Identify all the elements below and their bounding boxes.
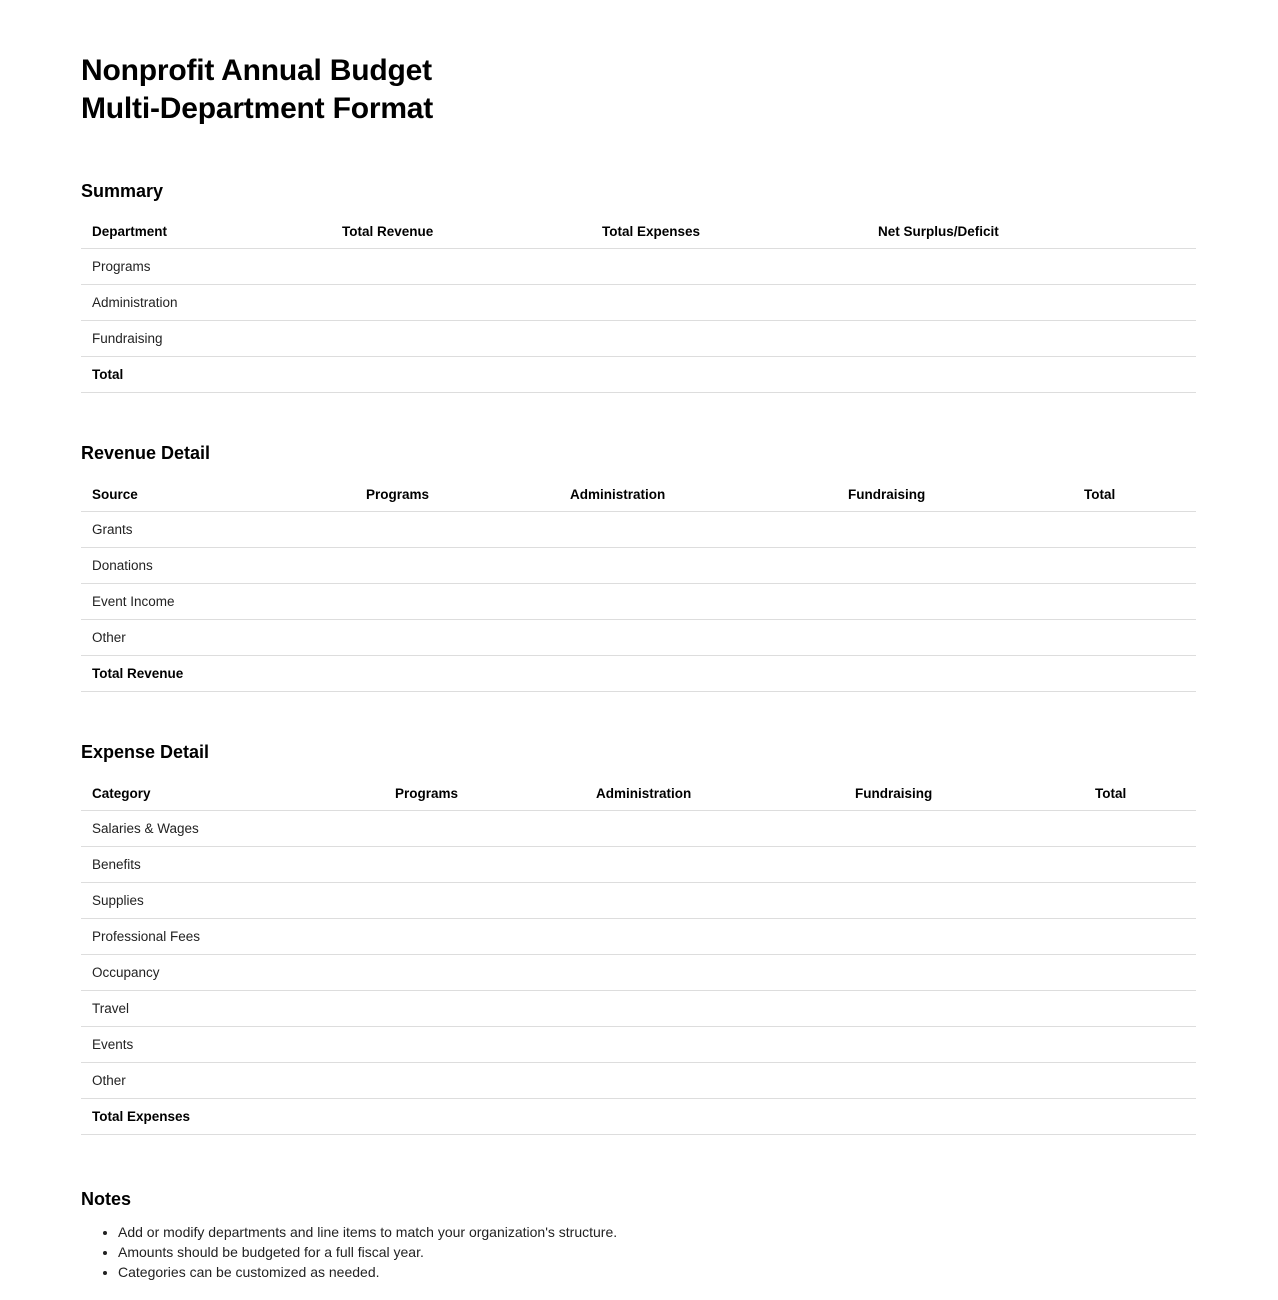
expense-detail-table — [81, 777, 1196, 1135]
cell-value[interactable] — [384, 1026, 585, 1062]
cell-value[interactable] — [867, 249, 1196, 285]
cell-value[interactable] — [844, 846, 1084, 882]
cell-value[interactable] — [384, 990, 585, 1026]
row-label: Total Revenue — [81, 655, 355, 691]
column-header-administration: Administration — [559, 478, 837, 512]
cell-value[interactable] — [384, 810, 585, 846]
column-header-fundraising: Fundraising — [844, 777, 1084, 811]
summary-heading: Summary — [81, 180, 164, 201]
cell-value[interactable] — [867, 357, 1196, 393]
cell-value[interactable] — [355, 619, 559, 655]
cell-value[interactable] — [559, 547, 837, 583]
row-label: Total — [81, 357, 331, 393]
cell-value[interactable] — [559, 619, 837, 655]
row-label: Salaries & Wages — [81, 810, 384, 846]
cell-value[interactable] — [384, 846, 585, 882]
summary-table-head — [81, 215, 1196, 249]
cell-value[interactable] — [585, 810, 844, 846]
column-header-net-surplus: Net Surplus/Deficit — [867, 215, 1196, 249]
table-row — [81, 547, 1196, 583]
column-header-source: Source — [81, 478, 355, 512]
cell-value[interactable] — [1073, 655, 1196, 691]
table-row — [81, 954, 1196, 990]
cell-value[interactable] — [1084, 918, 1196, 954]
notes-list — [81, 1223, 1196, 1283]
row-label: Fundraising — [81, 321, 331, 357]
table-row — [81, 882, 1196, 918]
cell-value[interactable] — [844, 1026, 1084, 1062]
cell-value[interactable] — [585, 954, 844, 990]
cell-value[interactable] — [837, 655, 1073, 691]
cell-value[interactable] — [591, 249, 867, 285]
expense-detail-heading: Expense Detail — [81, 741, 210, 762]
cell-value[interactable] — [1084, 882, 1196, 918]
row-label: Programs — [81, 249, 331, 285]
cell-value[interactable] — [355, 655, 559, 691]
column-header-total-expenses: Total Expenses — [591, 215, 867, 249]
table-header-row — [81, 478, 1196, 512]
cell-value[interactable] — [355, 547, 559, 583]
row-label: Benefits — [81, 846, 384, 882]
revenue-detail-table — [81, 478, 1196, 692]
cell-value[interactable] — [585, 990, 844, 1026]
cell-value[interactable] — [1073, 511, 1196, 547]
revenue-table-body — [81, 511, 1196, 691]
cell-value[interactable] — [591, 321, 867, 357]
table-row — [81, 511, 1196, 547]
row-label: Professional Fees — [81, 918, 384, 954]
page-title — [81, 44, 1196, 129]
column-header-total: Total — [1073, 478, 1196, 512]
cell-value[interactable] — [844, 954, 1084, 990]
revenue-detail-section — [81, 443, 1196, 692]
cell-value[interactable] — [837, 511, 1073, 547]
cell-value[interactable] — [1073, 583, 1196, 619]
row-label: Supplies — [81, 882, 384, 918]
notes-section — [81, 1189, 1196, 1283]
cell-value[interactable] — [837, 619, 1073, 655]
table-row — [81, 1062, 1196, 1098]
table-row — [81, 321, 1196, 357]
cell-value[interactable] — [331, 321, 591, 357]
summary-table-body — [81, 249, 1196, 393]
column-header-total: Total — [1084, 777, 1196, 811]
expense-table-head — [81, 777, 1196, 811]
page-title-line-1: Nonprofit Annual Budget — [81, 54, 432, 87]
row-label: Grants — [81, 511, 355, 547]
cell-value[interactable] — [1084, 846, 1196, 882]
cell-value[interactable] — [585, 1026, 844, 1062]
table-row — [81, 583, 1196, 619]
row-label: Travel — [81, 990, 384, 1026]
list-item: • Add or modify departments and line items to match your organization's structure. — [118, 1223, 1196, 1243]
cell-value[interactable] — [1073, 619, 1196, 655]
cell-value[interactable] — [355, 583, 559, 619]
row-label: Administration — [81, 285, 331, 321]
cell-value[interactable] — [384, 1062, 585, 1098]
expense-detail-section — [81, 742, 1196, 1135]
cell-value[interactable] — [844, 810, 1084, 846]
cell-value[interactable] — [559, 655, 837, 691]
cell-value[interactable] — [585, 918, 844, 954]
cell-value[interactable] — [837, 547, 1073, 583]
row-label: Other — [81, 1062, 384, 1098]
cell-value[interactable] — [867, 321, 1196, 357]
table-row-total — [81, 357, 1196, 393]
cell-value[interactable] — [355, 511, 559, 547]
cell-value[interactable] — [844, 990, 1084, 1026]
column-header-department: Department — [81, 215, 331, 249]
cell-value[interactable] — [331, 285, 591, 321]
cell-value[interactable] — [585, 882, 844, 918]
cell-value[interactable] — [585, 1062, 844, 1098]
page-title-line-2: Multi-Department Format — [81, 92, 434, 126]
revenue-table-head — [81, 478, 1196, 512]
cell-value[interactable] — [1084, 810, 1196, 846]
column-header-programs: Programs — [355, 478, 559, 512]
table-row — [81, 990, 1196, 1026]
column-header-category: Category — [81, 777, 384, 811]
cell-value[interactable] — [331, 249, 591, 285]
cell-value[interactable] — [1084, 1098, 1196, 1134]
row-label: Occupancy — [81, 954, 384, 990]
cell-value[interactable] — [585, 1098, 844, 1134]
list-item: • Amounts should be budgeted for a full fiscal year. — [118, 1243, 1196, 1263]
cell-value[interactable] — [559, 583, 837, 619]
table-row-total — [81, 1098, 1196, 1134]
table-row — [81, 918, 1196, 954]
cell-value[interactable] — [591, 285, 867, 321]
revenue-detail-heading: Revenue Detail — [81, 443, 211, 464]
table-row — [81, 1026, 1196, 1062]
cell-value[interactable] — [331, 357, 591, 393]
column-header-programs: Programs — [384, 777, 585, 811]
cell-value[interactable] — [1084, 954, 1196, 990]
cell-value[interactable] — [1084, 1062, 1196, 1098]
cell-value[interactable] — [844, 1062, 1084, 1098]
table-row-total — [81, 655, 1196, 691]
column-header-fundraising: Fundraising — [837, 478, 1073, 512]
row-label: Other — [81, 619, 355, 655]
list-item: • Categories can be customized as needed. — [118, 1263, 1196, 1283]
cell-value[interactable] — [844, 1098, 1084, 1134]
cell-value[interactable] — [585, 846, 844, 882]
table-row — [81, 810, 1196, 846]
cell-value[interactable] — [384, 882, 585, 918]
table-header-row — [81, 777, 1196, 811]
column-header-administration: Administration — [585, 777, 844, 811]
row-label: Total Expenses — [81, 1098, 384, 1134]
cell-value[interactable] — [844, 918, 1084, 954]
cell-value[interactable] — [867, 285, 1196, 321]
cell-value[interactable] — [1084, 990, 1196, 1026]
table-row — [81, 285, 1196, 321]
cell-value[interactable] — [559, 511, 837, 547]
row-label: Events — [81, 1026, 384, 1062]
cell-value[interactable] — [384, 1098, 585, 1134]
table-header-row — [81, 215, 1196, 249]
row-label: Event Income — [81, 583, 355, 619]
column-header-total-revenue: Total Revenue — [331, 215, 591, 249]
cell-value[interactable] — [1084, 1026, 1196, 1062]
expense-table-body — [81, 810, 1196, 1134]
cell-value[interactable] — [837, 583, 1073, 619]
summary-table — [81, 215, 1196, 393]
cell-value[interactable] — [384, 954, 585, 990]
table-row — [81, 846, 1196, 882]
cell-value[interactable] — [1073, 547, 1196, 583]
table-row — [81, 619, 1196, 655]
notes-heading: Notes — [81, 1188, 132, 1209]
row-label: Donations — [81, 547, 355, 583]
table-row — [81, 249, 1196, 285]
summary-section — [81, 181, 1196, 394]
cell-value[interactable] — [384, 918, 585, 954]
cell-value[interactable] — [591, 357, 867, 393]
cell-value[interactable] — [844, 882, 1084, 918]
